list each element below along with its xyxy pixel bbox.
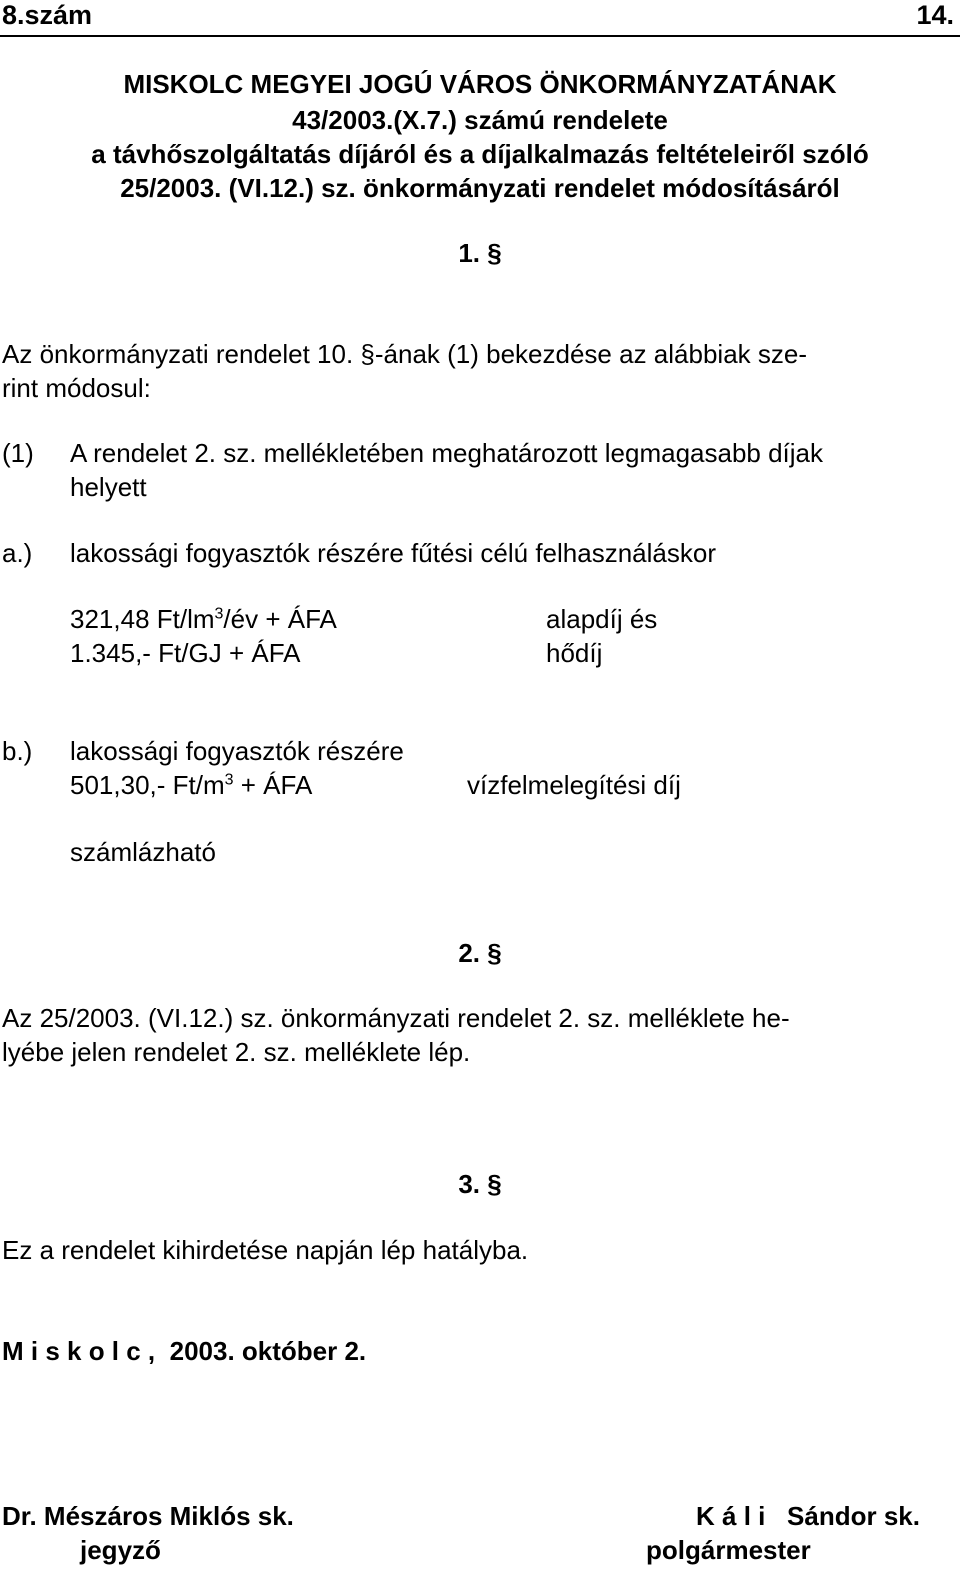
paragraph-1-line-1: A rendelet 2. sz. mellékletében meghatározott legmagasabb díjak (70, 438, 824, 468)
section-3-text: Ez a rendelet kihirdetése napján lép hatályba. (2, 1235, 529, 1265)
item-a-text: lakossági fogyasztók részére fűtési célú felhasználáskor (70, 538, 716, 568)
section-2-text-1: Az 25/2003. (VI.12.) sz. önkormányzati rendelet 2. sz. melléklete he- (2, 1003, 790, 1033)
paragraph-number: (1) (2, 438, 34, 468)
superscript-3: 3 (214, 605, 224, 623)
billable-text: számlázható (70, 837, 216, 867)
header-rule (0, 35, 960, 37)
title-line-1: MISKOLC MEGYEI JOGÚ VÁROS ÖNKORMÁNYZATÁNAK (123, 69, 837, 99)
item-a-label: a.) (2, 538, 33, 568)
title-line-4: 25/2003. (VI.12.) sz. önkormányzati rendelet módosításáról (120, 173, 840, 203)
item-b-text: lakossági fogyasztók részére (70, 736, 404, 766)
signature-left-title: jegyző (80, 1535, 161, 1565)
section-1-intro-1: Az önkormányzati rendelet 10. §-ának (1) bekezdése az alábbiak sze- (2, 339, 807, 369)
item-b-label: b.) (2, 736, 33, 766)
issue-number: 8.szám (2, 0, 93, 30)
item-a-base-fee-desc: alapdíj és (546, 604, 658, 634)
title-line-3: a távhőszolgáltatás díjáról és a díjalkalmazás feltételeiről szóló (91, 139, 869, 169)
item-b-fee-desc: vízfelmelegítési díj (467, 770, 681, 800)
section-1-intro-2: rint módosul: (2, 373, 151, 403)
section-2-text-2: lyébe jelen rendelet 2. sz. melléklete lép. (2, 1037, 471, 1067)
section-3-heading: 3. § (458, 1169, 502, 1199)
section-2-heading: 2. § (458, 938, 502, 968)
item-a-base-fee-value: 321,48 $Ft/lm^3/év$ + ÁFA (70, 604, 337, 634)
item-b-fee-value: 501,30,- $Ft/m^3$ + ÁFA (70, 770, 313, 800)
signature-right-title: polgármester (646, 1535, 811, 1565)
item-a-heat-fee-value: 1.345,- Ft/GJ + ÁFA (70, 638, 301, 668)
signature-left-name: Dr. Mészáros Miklós sk. (2, 1501, 294, 1531)
superscript-3: 3 (224, 771, 234, 789)
signature-right-name: K á l i Sándor sk. (696, 1501, 920, 1531)
section-1-heading: 1. § (458, 238, 502, 268)
title-line-2: 43/2003.(X.7.) számú rendelete (292, 105, 668, 135)
paragraph-1-line-2: helyett (70, 472, 147, 502)
item-a-heat-fee-desc: hődíj (546, 638, 603, 668)
page-number: 14. (916, 0, 954, 30)
place-date: M i s k o l c , 2003. október 2. (2, 1336, 367, 1366)
